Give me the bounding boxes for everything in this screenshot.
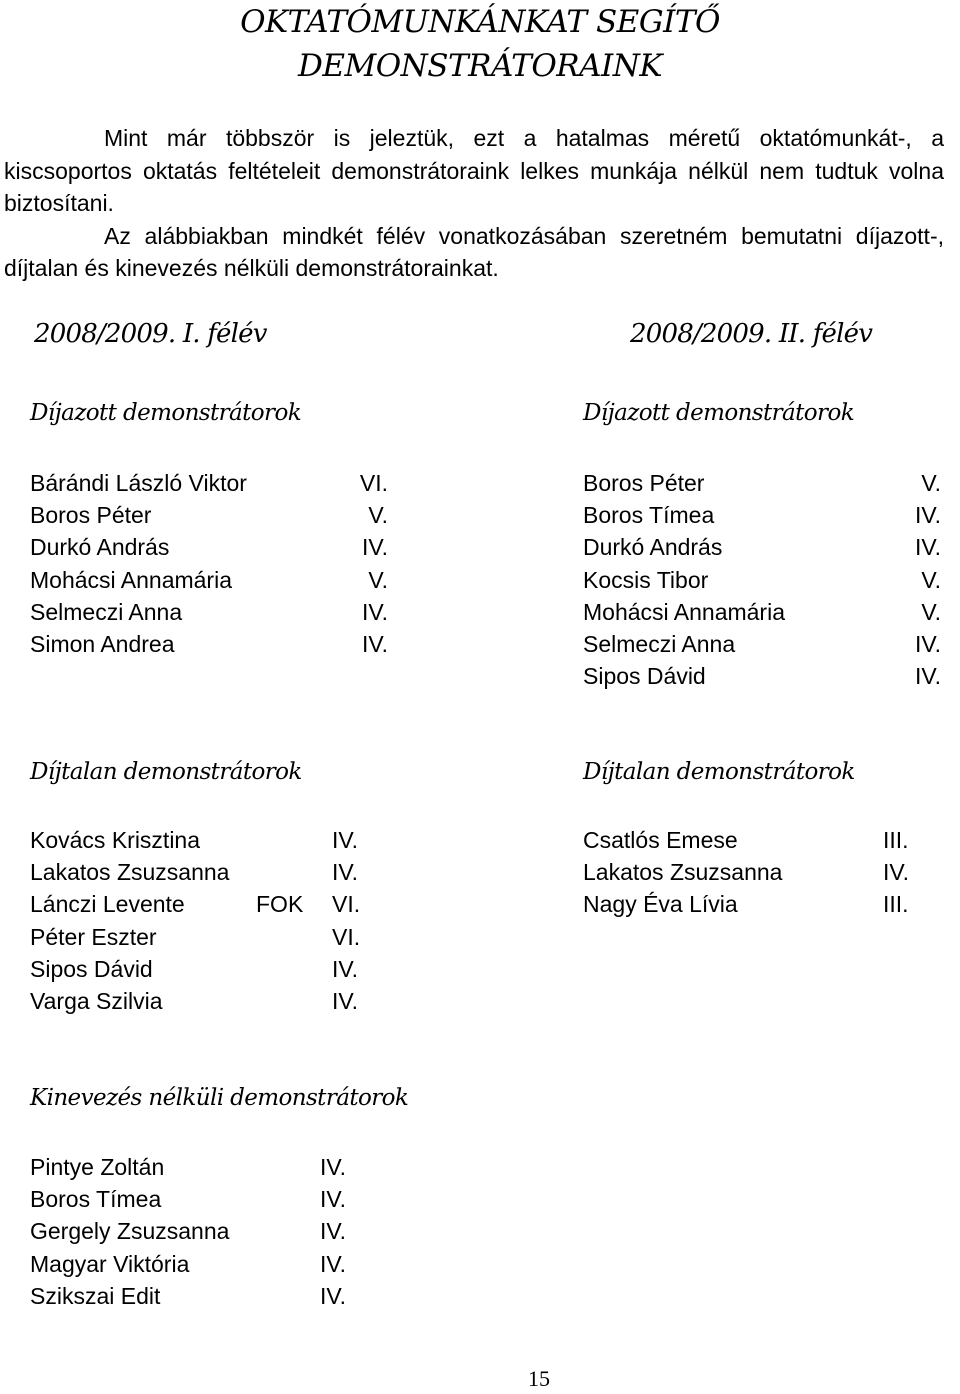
demonstrator-name: Durkó András xyxy=(583,534,723,561)
demonstrator-name: Simon Andrea xyxy=(30,630,175,657)
document-title-line-1: OKTATÓMUNKÁNKAT SEGÍTŐ xyxy=(240,4,720,40)
list-item xyxy=(30,1215,370,1247)
demonstrator-name: Selmeczi Anna xyxy=(583,630,736,657)
demonstrator-name: Gergely Zsuzsanna xyxy=(30,1218,230,1245)
intro-paragraph-2: Az alábbiakban mindkét félév vonatkozásában szeretném bemutatni díjazott-, díjtalan és kinevezés nélküli demonstrátorainkat. xyxy=(4,222,944,281)
year-of-study: V. xyxy=(921,566,941,593)
list-item xyxy=(583,531,941,563)
demonstrator-name: Csatlós Emese xyxy=(583,827,738,853)
list-item xyxy=(30,596,388,628)
demonstrator-name: Kovács Krisztina xyxy=(30,827,201,853)
demonstrator-name: Mohácsi Annamária xyxy=(30,566,232,593)
demonstrator-name: Mohácsi Annamária xyxy=(583,598,785,625)
demonstrator-note: FOK xyxy=(256,891,304,918)
list-item xyxy=(583,660,941,692)
demonstrator-name: Sipos Dávid xyxy=(30,955,153,982)
sem2-paid-list xyxy=(583,467,941,692)
demonstrator-name: Szikszai Edit xyxy=(30,1282,161,1309)
sem1-unpaid-heading: Díjtalan demonstrátorok xyxy=(30,759,302,785)
list-item xyxy=(30,1280,370,1312)
demonstrator-name: Pintye Zoltán xyxy=(30,1154,165,1180)
year-of-study: IV. xyxy=(320,1186,347,1213)
demonstrator-name: Boros Tímea xyxy=(30,1186,162,1213)
list-item xyxy=(30,953,370,985)
intro-paragraph-1: Mint már többször is jeleztük, ezt a hatalmas méretű oktatómunkát-, a kiscsoportos oktatás feltételeit demonstrátoraink lelkes munkája nélkül nem tudtuk volna biztosítani. xyxy=(4,125,944,216)
year-of-study: IV. xyxy=(361,598,388,625)
sem1-paid-list xyxy=(30,467,388,660)
demonstrator-name: Bárándi László Viktor xyxy=(30,470,247,496)
demonstrator-name: Boros Péter xyxy=(30,502,152,529)
list-item xyxy=(30,1183,370,1215)
year-of-study: IV. xyxy=(332,827,359,853)
year-of-study: III. xyxy=(883,827,909,853)
semester-1-title: 2008/2009. I. félév xyxy=(34,319,267,349)
year-of-study: IV. xyxy=(332,955,359,982)
sem1-unpaid-list xyxy=(30,824,370,1017)
unappointed-heading: Kinevezés nélküli demonstrátorok xyxy=(30,1085,409,1111)
year-of-study: IV. xyxy=(883,859,910,886)
year-of-study: III. xyxy=(883,891,909,918)
year-of-study: VI. xyxy=(332,891,361,918)
demonstrator-name: Boros Péter xyxy=(583,470,705,496)
year-of-study: VI. xyxy=(359,470,388,496)
list-item xyxy=(583,628,941,660)
document-title-line-2: DEMONSTRÁTORAINK xyxy=(297,48,663,84)
year-of-study: IV. xyxy=(914,630,941,657)
year-of-study: IV. xyxy=(361,534,388,561)
list-item xyxy=(30,856,370,888)
year-of-study: IV. xyxy=(320,1218,347,1245)
demonstrator-name: Magyar Viktória xyxy=(30,1250,190,1277)
list-item xyxy=(583,499,941,531)
year-of-study: V. xyxy=(368,566,388,593)
year-of-study: IV. xyxy=(361,630,388,657)
sem2-unpaid-list xyxy=(583,824,943,921)
semester-2-title: 2008/2009. II. félév xyxy=(630,319,873,349)
year-of-study: IV. xyxy=(914,534,941,561)
demonstrator-name: Varga Szilvia xyxy=(30,987,163,1014)
demonstrator-name: Selmeczi Anna xyxy=(30,598,183,625)
demonstrator-name: Lakatos Zsuzsanna xyxy=(583,859,783,886)
year-of-study: IV. xyxy=(332,987,359,1014)
year-of-study: V. xyxy=(921,470,941,496)
sem2-paid-heading: Díjazott demonstrátorok xyxy=(583,400,855,426)
intro-text xyxy=(4,122,944,285)
list-item xyxy=(30,499,388,531)
list-item xyxy=(583,888,943,920)
demonstrator-name: Boros Tímea xyxy=(583,502,715,529)
list-item xyxy=(30,628,388,660)
sem2-unpaid-heading: Díjtalan demonstrátorok xyxy=(583,759,855,785)
list-item xyxy=(583,856,943,888)
list-item xyxy=(583,564,941,596)
year-of-study: V. xyxy=(921,598,941,625)
sem1-paid-heading: Díjazott demonstrátorok xyxy=(30,400,302,426)
year-of-study: IV. xyxy=(914,502,941,529)
demonstrator-name: Nagy Éva Lívia xyxy=(583,891,738,918)
list-item xyxy=(30,888,370,920)
year-of-study: V. xyxy=(368,502,388,529)
year-of-study: IV. xyxy=(332,859,359,886)
year-of-study: IV. xyxy=(320,1250,347,1277)
list-item xyxy=(583,596,941,628)
list-item xyxy=(30,531,388,563)
year-of-study: IV. xyxy=(914,663,941,690)
list-item xyxy=(30,1248,370,1280)
demonstrator-name: Lakatos Zsuzsanna xyxy=(30,859,230,886)
demonstrator-name: Péter Eszter xyxy=(30,923,157,950)
list-item xyxy=(30,824,370,856)
year-of-study: IV. xyxy=(320,1154,347,1180)
demonstrator-name: Lánczi Levente xyxy=(30,891,185,918)
page-number: 15 xyxy=(528,1366,550,1391)
year-of-study: VI. xyxy=(332,923,361,950)
demonstrator-name: Sipos Dávid xyxy=(583,663,706,690)
list-item xyxy=(583,467,941,499)
list-item xyxy=(30,467,388,499)
list-item xyxy=(30,564,388,596)
list-item xyxy=(30,1151,370,1183)
list-item xyxy=(583,824,943,856)
year-of-study: IV. xyxy=(320,1282,347,1309)
list-item xyxy=(30,985,370,1017)
demonstrator-name: Durkó András xyxy=(30,534,170,561)
unappointed-list xyxy=(30,1151,370,1312)
list-item xyxy=(30,921,370,953)
demonstrator-name: Kocsis Tibor xyxy=(583,566,709,593)
